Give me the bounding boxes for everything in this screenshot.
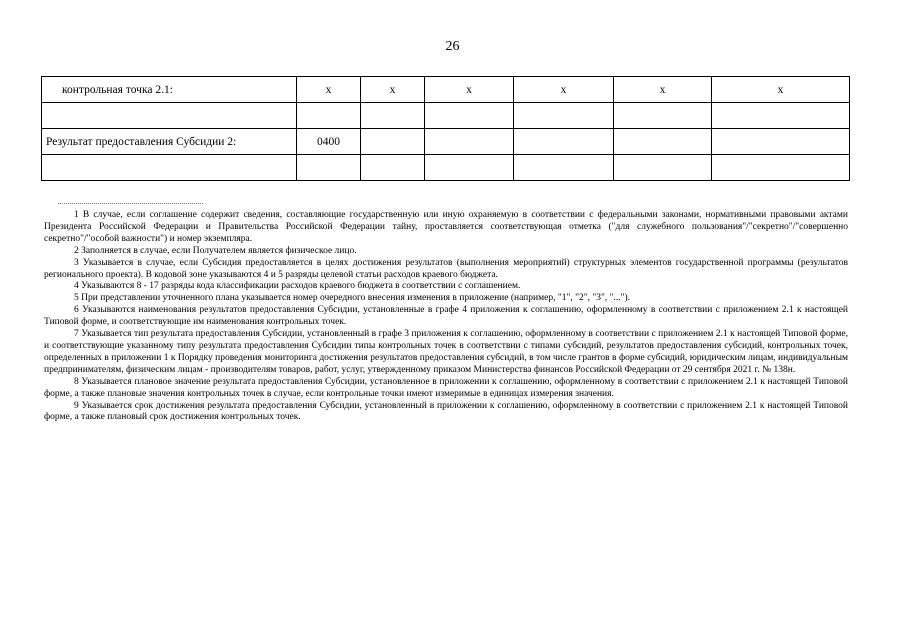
table-cell (614, 155, 712, 181)
table-cell: x (712, 77, 850, 103)
table-cell (614, 129, 712, 155)
table-cell (425, 103, 514, 129)
code-cell (297, 103, 361, 129)
table-cell (712, 129, 850, 155)
footnote: 8 Указывается плановое значение результата предоставления Субсидии, установленное в приложении к соглашению, оформленному в соответствии с приложением 2.1 к настоящей Типовой форме, а также плановые значения контрольных точек в случае, если контрольные точки имеют измеримые в единицах измерения значения. (44, 376, 848, 399)
page-number: 26 (445, 39, 460, 54)
row-label (42, 103, 297, 129)
footnote-separator (58, 203, 203, 204)
footnote: 6 Указываются наименования результатов предоставления Субсидии, установленные в графе 4 приложения к соглашению, оформленному в соответствии с приложением 2.1 к настоящей Типовой форме, и соответствующие им наименования контрольных точек. (44, 305, 848, 328)
table-cell (514, 103, 614, 129)
table-cell (425, 129, 514, 155)
table-cell (361, 129, 425, 155)
footnote: 5 При представлении уточненного плана указывается номер очередного внесения изменения в приложение (например, "1", "2", "3", "..."). (74, 293, 631, 304)
footnote: 7 Указывается тип результата предоставления Субсидии, установленный в графе 3 приложения к соглашению, оформленному в соответствии с приложением 2.1 к настоящей Типовой форме, и соответствующие указанному типу результата предоставления Субсидии типы контрольных точек в соответствии с типами субсидий, результатов предоставления субсидий, контрольных точек, определенных в приложении 1 к Порядку проведения мониторинга достижения результатов предоставления субсидий, в том числе грантов в форме субсидий, юридическим лицам, индивидуальным предпринимателям, физическим лицам - производителям товаров, работ, услуг, утвержденному приказом Министерства финансов Российской Федерации от 29 сентября 2021 г. № 138н. (44, 329, 848, 375)
table-cell (361, 155, 425, 181)
row-label (42, 155, 297, 181)
footnote: 2 Заполняется в случае, если Получателем является физическое лицо. (74, 245, 357, 256)
table-cell (712, 155, 850, 181)
table-row (42, 103, 850, 129)
code-cell: 0400 (297, 129, 361, 155)
code-cell: x (297, 77, 361, 103)
footnote: 4 Указываются 8 - 17 разряды кода классификации расходов краевого бюджета в соответствии с соглашением. (74, 281, 521, 292)
table-row (42, 155, 850, 181)
table-cell (514, 155, 614, 181)
table-row (42, 129, 850, 155)
table-cell: x (361, 77, 425, 103)
table-cell: x (425, 77, 514, 103)
row-label: контрольная точка 2.1: (42, 77, 297, 103)
table-cell: x (614, 77, 712, 103)
footnote: 3 Указывается в случае, если Субсидия предоставляется в целях достижения результатов (выполнения мероприятий) структурных элементов государственной программы (результатов регионального проекта). В кодовой зоне указываются 4 и 5 разряды целевой статьи расходов краевого бюджета. (44, 257, 848, 280)
footnotes (44, 210, 848, 424)
code-cell (297, 155, 361, 181)
table-cell (514, 129, 614, 155)
table-cell: x (514, 77, 614, 103)
results-table (41, 76, 850, 181)
table-cell (361, 103, 425, 129)
row-label: Результат предоставления Субсидии 2: (42, 129, 297, 155)
footnote: 1 В случае, если соглашение содержит сведения, составляющие государственную или иную охраняемую в соответствии с федеральными законами, нормативными правовыми актами Президента Российской Федерации и Правительства Российской Федерации тайну, проставляется соответствующая отметка ("для служебного пользования"/"секретно"/"совершенно секретно"/"особой важности") и номер экземпляра. (44, 210, 848, 244)
table-row (42, 77, 850, 103)
footnote: 9 Указывается срок достижения результата предоставления Субсидии, установленный в приложении к соглашению, оформленному в соответствии с приложением 2.1 к настоящей Типовой форме, а также плановый срок достижения контрольных точек. (44, 400, 848, 423)
table-cell (614, 103, 712, 129)
table-cell (425, 155, 514, 181)
table-cell (712, 103, 850, 129)
